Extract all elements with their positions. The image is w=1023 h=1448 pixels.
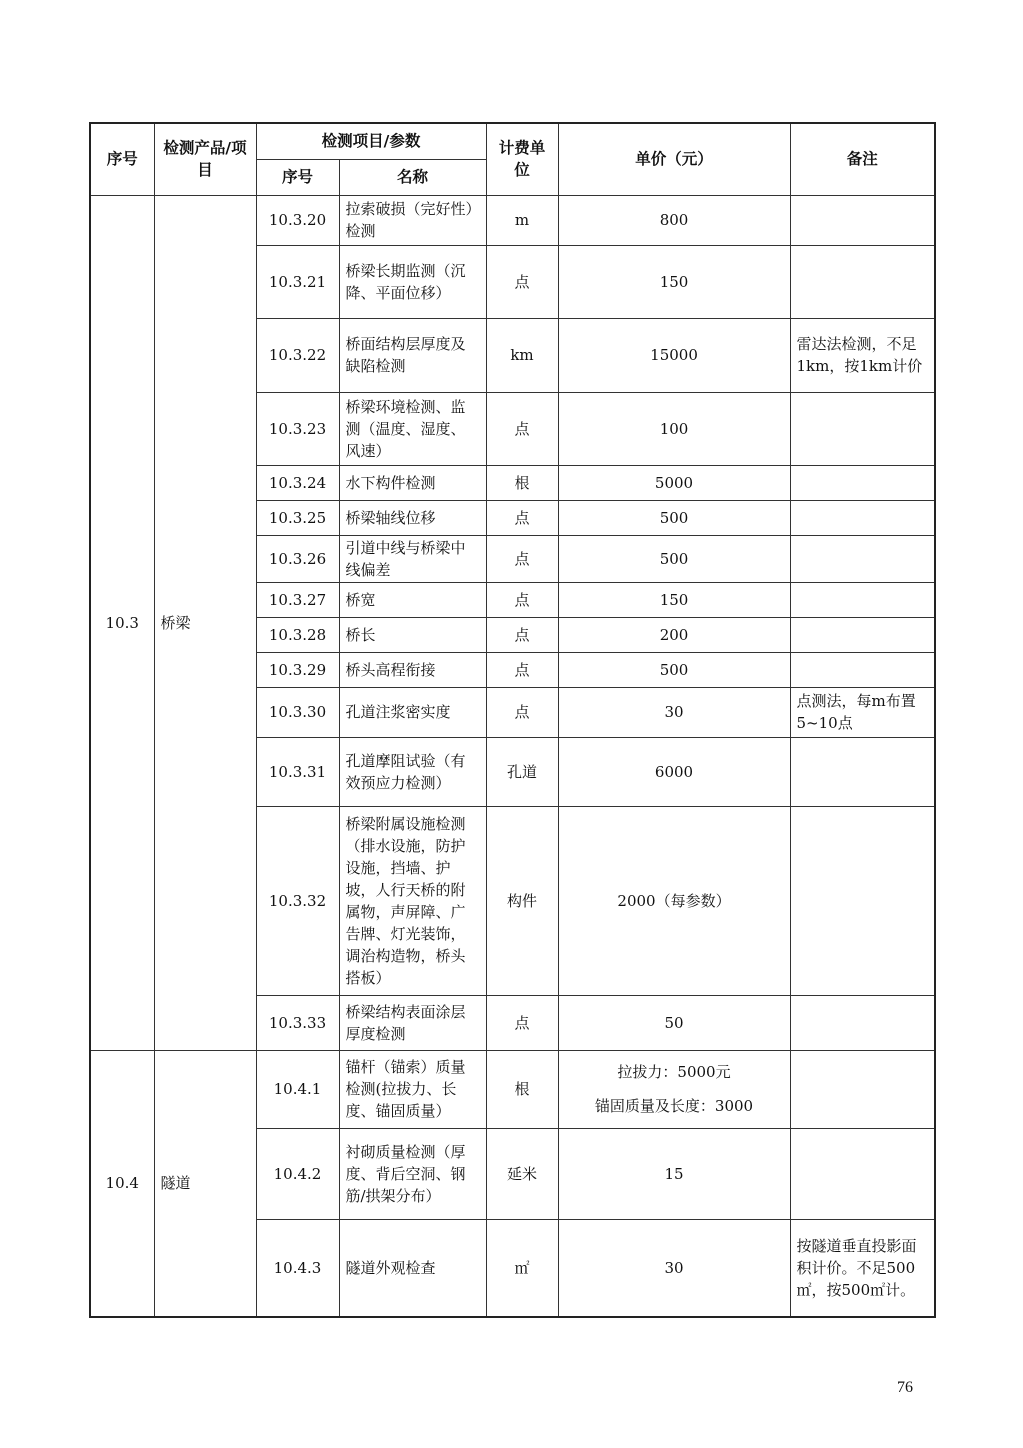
row-remark: [790, 582, 935, 617]
row-remark: [790, 1128, 935, 1219]
row-unit: 根: [486, 465, 558, 500]
row-name: 桥宽: [339, 582, 486, 617]
row-unit: 延米: [486, 1128, 558, 1219]
row-remark: [790, 245, 935, 318]
row-seq: 10.3.29: [256, 652, 339, 687]
row-price: 200: [558, 617, 790, 652]
header-remark: 备注: [790, 123, 935, 195]
row-price: 50: [558, 995, 790, 1050]
row-seq: 10.3.21: [256, 245, 339, 318]
group-seq: 10.3: [90, 195, 154, 1050]
row-name: 衬砌质量检测（厚度、背后空洞、钢筋/拱架分布）: [339, 1128, 486, 1219]
row-name: 拉索破损（完好性）检测: [339, 195, 486, 245]
row-seq: 10.4.3: [256, 1219, 339, 1317]
row-seq: 10.3.30: [256, 687, 339, 737]
row-price: 500: [558, 652, 790, 687]
row-name: 桥梁附属设施检测（排水设施，防护设施，挡墙、护坡，人行天桥的附属物，声屏障、广告牌、灯光装饰，调治构造物，桥头搭板）: [339, 806, 486, 995]
row-unit: 孔道: [486, 737, 558, 806]
row-remark: [790, 195, 935, 245]
row-remark: 雷达法检测，不足1km，按1km计价: [790, 318, 935, 392]
row-unit: 点: [486, 392, 558, 465]
row-remark: [790, 465, 935, 500]
row-unit: km: [486, 318, 558, 392]
row-name: 锚杆（锚索）质量检测(拉拔力、长度、锚固质量）: [339, 1050, 486, 1128]
row-name: 水下构件检测: [339, 465, 486, 500]
group-product: 桥梁: [154, 195, 256, 1050]
row-price: [558, 1050, 790, 1128]
row-price: 30: [558, 1219, 790, 1317]
page-number: 76: [897, 1379, 913, 1396]
row-remark: [790, 652, 935, 687]
row-price: 100: [558, 392, 790, 465]
row-unit: 点: [486, 652, 558, 687]
header-price: 单价（元）: [558, 123, 790, 195]
row-remark: [790, 995, 935, 1050]
row-seq: 10.3.27: [256, 582, 339, 617]
row-price: 15: [558, 1128, 790, 1219]
row-remark: [790, 500, 935, 535]
row-price-line: 锚固质量及长度：3000: [594, 1097, 754, 1115]
row-unit: 点: [486, 500, 558, 535]
row-name: 桥面结构层厚度及缺陷检测: [339, 318, 486, 392]
row-price: 150: [558, 245, 790, 318]
row-price: 500: [558, 535, 790, 582]
row-remark: 按隧道垂直投影面积计价。不足500㎡，按500㎡计。: [790, 1219, 935, 1317]
row-seq: 10.3.28: [256, 617, 339, 652]
row-unit: 点: [486, 617, 558, 652]
row-name: 桥梁轴线位移: [339, 500, 486, 535]
header-seq: 序号: [90, 123, 154, 195]
row-price: 30: [558, 687, 790, 737]
header-param-name: 名称: [339, 159, 486, 195]
row-unit: 点: [486, 535, 558, 582]
row-remark: [790, 806, 935, 995]
row-seq: 10.3.25: [256, 500, 339, 535]
row-name: 桥长: [339, 617, 486, 652]
row-name: 孔道注浆密实度: [339, 687, 486, 737]
row-price: 800: [558, 195, 790, 245]
row-name: 孔道摩阻试验（有效预应力检测）: [339, 737, 486, 806]
row-price-line: 拉拔力：5000元: [617, 1063, 731, 1081]
row-seq: 10.3.22: [256, 318, 339, 392]
row-remark: 点测法，每m布置5~10点: [790, 687, 935, 737]
row-seq: 10.3.20: [256, 195, 339, 245]
row-unit: 点: [486, 995, 558, 1050]
row-unit: 构件: [486, 806, 558, 995]
table-row: [90, 195, 935, 245]
row-unit: 点: [486, 582, 558, 617]
row-price: 150: [558, 582, 790, 617]
row-seq: 10.3.32: [256, 806, 339, 995]
row-unit: m: [486, 195, 558, 245]
row-seq: 10.3.24: [256, 465, 339, 500]
header-param-group: 检测项目/参数: [256, 123, 486, 159]
row-name: 桥头高程衔接: [339, 652, 486, 687]
row-name: 桥梁长期监测（沉降、平面位移）: [339, 245, 486, 318]
row-seq: 10.3.26: [256, 535, 339, 582]
group-product: 隧道: [154, 1050, 256, 1317]
row-seq: 10.4.2: [256, 1128, 339, 1219]
row-name: 桥梁结构表面涂层厚度检测: [339, 995, 486, 1050]
row-remark: [790, 737, 935, 806]
fee-table-container: [89, 122, 934, 1318]
row-name: 引道中线与桥梁中线偏差: [339, 535, 486, 582]
row-unit: 点: [486, 687, 558, 737]
row-price: 5000: [558, 465, 790, 500]
row-unit: 点: [486, 245, 558, 318]
row-remark: [790, 617, 935, 652]
row-price: 2000（每参数）: [558, 806, 790, 995]
row-price: 500: [558, 500, 790, 535]
group-seq: 10.4: [90, 1050, 154, 1317]
row-name: 隧道外观检查: [339, 1219, 486, 1317]
table-row: [90, 1050, 935, 1128]
row-remark: [790, 535, 935, 582]
row-seq: 10.3.23: [256, 392, 339, 465]
row-name: 桥梁环境检测、监测（温度、湿度、风速）: [339, 392, 486, 465]
fee-table: [89, 122, 936, 1318]
row-seq: 10.3.33: [256, 995, 339, 1050]
row-unit: ㎡: [486, 1219, 558, 1317]
header-param-seq: 序号: [256, 159, 339, 195]
row-price: 15000: [558, 318, 790, 392]
row-unit: 根: [486, 1050, 558, 1128]
header-product: 检测产品/项目: [154, 123, 256, 195]
header-unit: 计费单位: [486, 123, 558, 195]
row-remark: [790, 1050, 935, 1128]
row-remark: [790, 392, 935, 465]
row-price: 6000: [558, 737, 790, 806]
row-seq: 10.4.1: [256, 1050, 339, 1128]
row-seq: 10.3.31: [256, 737, 339, 806]
